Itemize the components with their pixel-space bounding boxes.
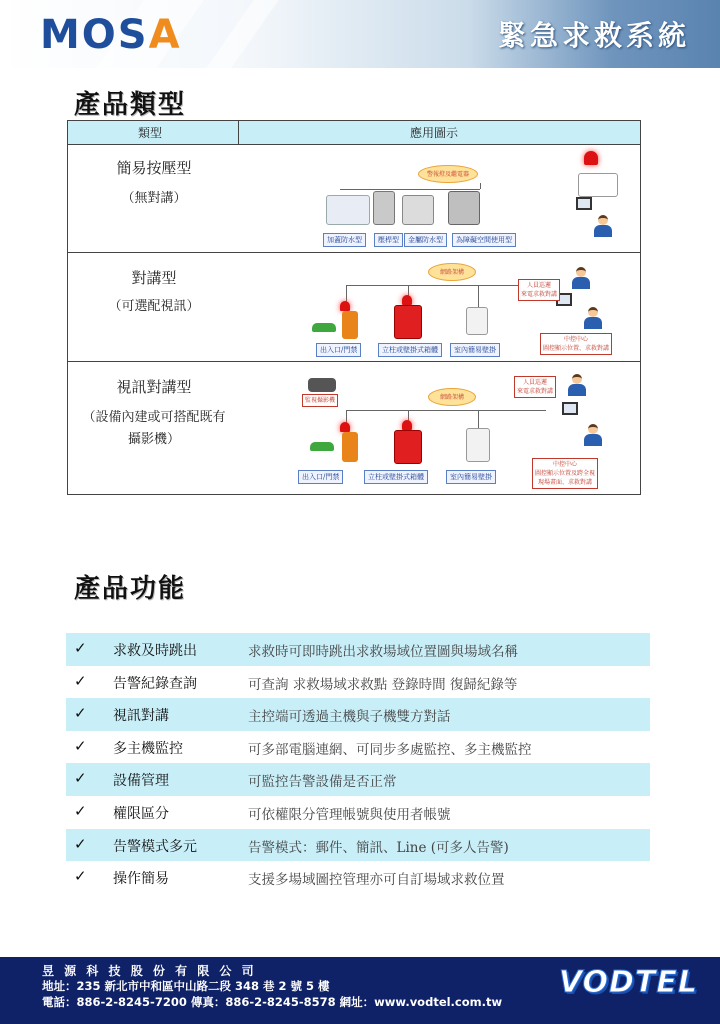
feature-description: 可監控告警設備是否正常 xyxy=(248,774,397,791)
device-label: 室內簡易壁掛 xyxy=(450,343,500,357)
accessible-button-device xyxy=(448,191,480,225)
patrol-person-icon xyxy=(568,374,586,396)
indoor-intercom xyxy=(466,307,488,335)
feature-row xyxy=(66,633,650,666)
header-decoration xyxy=(206,0,279,68)
feature-row xyxy=(66,666,650,699)
network-cloud: 網路架構 xyxy=(428,388,476,406)
video-indoor-intercom xyxy=(466,428,490,462)
table-row xyxy=(68,145,640,253)
feature-name: 告警模式多元 xyxy=(113,838,197,855)
column-header-diagram: 應用圖示 xyxy=(410,126,459,140)
patrol-person-icon xyxy=(572,267,590,289)
siren-icon xyxy=(340,301,350,311)
control-center-note: 中控中心 圖控顯示位置、求救對講 xyxy=(540,333,612,355)
siren-icon xyxy=(340,422,350,432)
camera-icon xyxy=(308,378,336,392)
network-cloud: 網路架構 xyxy=(428,263,476,281)
connector-line xyxy=(478,285,479,307)
lever-button-device xyxy=(373,191,395,225)
feature-description: 可依權限分管理帳號與使用者帳號 xyxy=(248,806,451,823)
device-label: 壓桿型 xyxy=(374,233,403,247)
check-icon: ✓ xyxy=(74,769,87,788)
feature-description: 支援多場域圖控管理亦可自訂場域求救位置 xyxy=(248,872,505,889)
company-contact: 電話：886-2-8245-7200 傳真：886-2-8245-8578 網址：www.vodtel.com.tw xyxy=(42,995,503,1009)
feature-description: 求救時可即時跳出求救場域位置圖與場域名稱 xyxy=(248,644,518,660)
feature-name: 設備管理 xyxy=(113,773,169,790)
type-note: （無對講） xyxy=(121,191,187,206)
feature-row xyxy=(66,861,650,894)
waterproof-button-device xyxy=(326,195,370,225)
patrol-note: 人員巡邏 來電求救對講 xyxy=(514,376,556,398)
feature-description: 可查詢 求救場域求救點 登錄時間 復歸紀錄等 xyxy=(248,676,518,693)
connector-line xyxy=(346,285,546,286)
floorplan-icon xyxy=(578,173,618,197)
check-icon: ✓ xyxy=(74,671,87,690)
type-note: （設備內建或可搭配既有 xyxy=(82,410,226,425)
device-label: 立柱或壁掛式箱體 xyxy=(364,470,428,484)
feature-row xyxy=(66,698,650,731)
feature-row xyxy=(66,731,650,764)
type-name: 視訊對講型 xyxy=(116,378,192,396)
device-label: 金屬防水型 xyxy=(404,233,447,247)
feature-name: 求救及時跳出 xyxy=(113,643,197,659)
siren-icon xyxy=(584,151,598,165)
check-icon: ✓ xyxy=(74,736,87,755)
gate-intercom xyxy=(342,432,358,462)
device-label: 為障礙空間使用型 xyxy=(452,233,516,247)
feature-row xyxy=(66,763,650,796)
feature-name: 操作簡易 xyxy=(113,871,169,888)
operator-icon xyxy=(594,215,612,237)
application-diagram xyxy=(278,362,638,494)
connector-line xyxy=(478,410,479,430)
device-label: 立柱或壁掛式箱體 xyxy=(378,343,442,357)
computer-icon xyxy=(576,197,592,210)
application-diagram xyxy=(278,145,638,252)
product-functions-title: 產品功能 xyxy=(74,574,187,604)
table-header xyxy=(68,121,640,145)
product-types-title: 產品類型 xyxy=(74,90,187,120)
camera-label: 監視攝影機 xyxy=(302,394,338,407)
car-icon xyxy=(312,323,336,332)
column-header-type: 類型 xyxy=(138,126,163,140)
pillar-intercom-box xyxy=(394,430,422,464)
feature-description: 可多部電腦連網、可同步多處監控、多主機監控 xyxy=(248,741,532,758)
feature-row xyxy=(66,796,650,829)
feature-name: 視訊對講 xyxy=(113,708,169,725)
car-icon xyxy=(310,442,334,451)
company-name: 昱 源 科 技 股 份 有 限 公 司 xyxy=(42,964,257,978)
product-types-table xyxy=(67,120,641,495)
operator-icon xyxy=(584,424,602,446)
check-icon: ✓ xyxy=(74,801,87,820)
device-label: 加蓋防水型 xyxy=(323,233,366,247)
connector-line xyxy=(480,183,481,189)
device-label: 出入口/門禁 xyxy=(316,343,361,357)
metal-button-device xyxy=(402,195,434,225)
application-diagram xyxy=(278,253,638,361)
type-note: （可選配視訊） xyxy=(108,299,200,314)
feature-name: 權限區分 xyxy=(113,805,169,822)
siren-icon xyxy=(402,295,412,305)
feature-row xyxy=(66,829,650,862)
table-row xyxy=(68,253,640,362)
check-icon: ✓ xyxy=(74,704,87,723)
connector-line xyxy=(346,410,546,411)
feature-list xyxy=(66,633,650,894)
vodtel-logo: VODTEL xyxy=(558,965,698,1000)
header-divider xyxy=(238,121,239,145)
pillar-intercom-box xyxy=(394,305,422,339)
patrol-note: 人員巡邏 來電求救對講 xyxy=(518,279,560,301)
control-center-note: 中控中心 圖控顯示位置及跨全視 現場畫面、求救對講 xyxy=(532,458,598,489)
gate-intercom xyxy=(342,311,358,339)
page-header xyxy=(0,0,720,68)
type-name: 對講型 xyxy=(131,269,177,287)
company-address: 地址：235 新北市中和區中山路二段 348 巷 2 號 5 樓 xyxy=(42,979,330,993)
page-footer xyxy=(0,957,720,1024)
check-icon: ✓ xyxy=(74,639,87,657)
mosa-logo: MOSA xyxy=(40,12,182,58)
type-name: 簡易按壓型 xyxy=(116,159,192,177)
feature-description: 告警模式：郵件、簡訊、Line (可多人告警) xyxy=(248,839,509,856)
device-label: 出入口/門禁 xyxy=(298,470,343,484)
check-icon: ✓ xyxy=(74,867,87,886)
siren-icon xyxy=(402,420,412,430)
feature-name: 告警紀錄查詢 xyxy=(113,675,197,692)
feature-description: 主控端可透過主機與子機雙方對話 xyxy=(248,709,451,726)
device-label: 室內簡易壁掛 xyxy=(446,470,496,484)
connector-line xyxy=(340,189,480,190)
operator-icon xyxy=(584,307,602,329)
feature-name: 多主機監控 xyxy=(113,740,183,757)
relay-cloud: 警報燈及繼電器 xyxy=(418,165,478,183)
computer-icon xyxy=(562,402,578,415)
check-icon: ✓ xyxy=(74,834,87,853)
system-title: 緊急求救系統 xyxy=(497,19,690,52)
table-row xyxy=(68,362,640,494)
type-note: 攝影機） xyxy=(127,432,180,447)
